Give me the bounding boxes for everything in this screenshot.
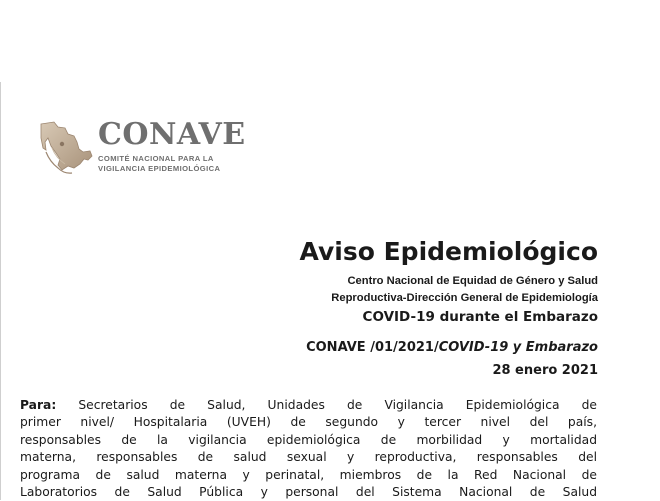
page-title: Aviso Epidemiológico bbox=[299, 237, 598, 266]
conave-logo bbox=[38, 118, 248, 178]
recipients-label: Para: bbox=[20, 398, 57, 412]
logo-subtitle-line2: VIGILANCIA EPIDEMIOLÓGICA bbox=[98, 163, 221, 173]
recipients-paragraph bbox=[20, 397, 597, 501]
notice-code-topic: COVID-19 y Embarazo bbox=[438, 340, 598, 355]
paragraph-line: programa de salud materna y perinatal, miembros de la Red Nacional de bbox=[20, 467, 597, 482]
paragraph-line: responsables de la vigilancia epidemiológica de morbilidad y mortalidad bbox=[20, 432, 597, 447]
org-line-1: Centro Nacional de Equidad de Género y Salud bbox=[347, 275, 598, 287]
notice-code bbox=[300, 338, 598, 358]
paragraph-line: Laboratorios de Salud Pública y personal del Sistema Nacional de Salud bbox=[20, 485, 597, 500]
logo-wordmark: CONAVE bbox=[98, 117, 246, 152]
notice-heading bbox=[300, 236, 598, 381]
org-line-2: Reproductiva-Dirección General de Epidemiología bbox=[331, 292, 598, 304]
page-edge-rule bbox=[0, 82, 1, 500]
logo-subtitle bbox=[98, 154, 220, 173]
paragraph-line: primer nivel/ Hospitalaria (UVEH) de segundo y tercer nivel del país, bbox=[20, 415, 597, 430]
paragraph-line bbox=[20, 397, 597, 414]
notice-topic: COVID-19 durante el Embarazo bbox=[362, 309, 598, 325]
notice-date: 28 enero 2021 bbox=[492, 363, 598, 378]
notice-code-prefix: CONAVE /01/2021/ bbox=[306, 340, 439, 355]
paragraph-line: materna, responsables de salud sexual y reproductiva, responsables del bbox=[20, 450, 597, 465]
mexico-map-icon bbox=[38, 118, 94, 176]
logo-subtitle-line1: COMITÉ NACIONAL PARA LA bbox=[98, 154, 214, 163]
paragraph-line-text: Secretarios de Salud, Unidades de Vigilancia Epidemiológica de bbox=[78, 398, 597, 412]
